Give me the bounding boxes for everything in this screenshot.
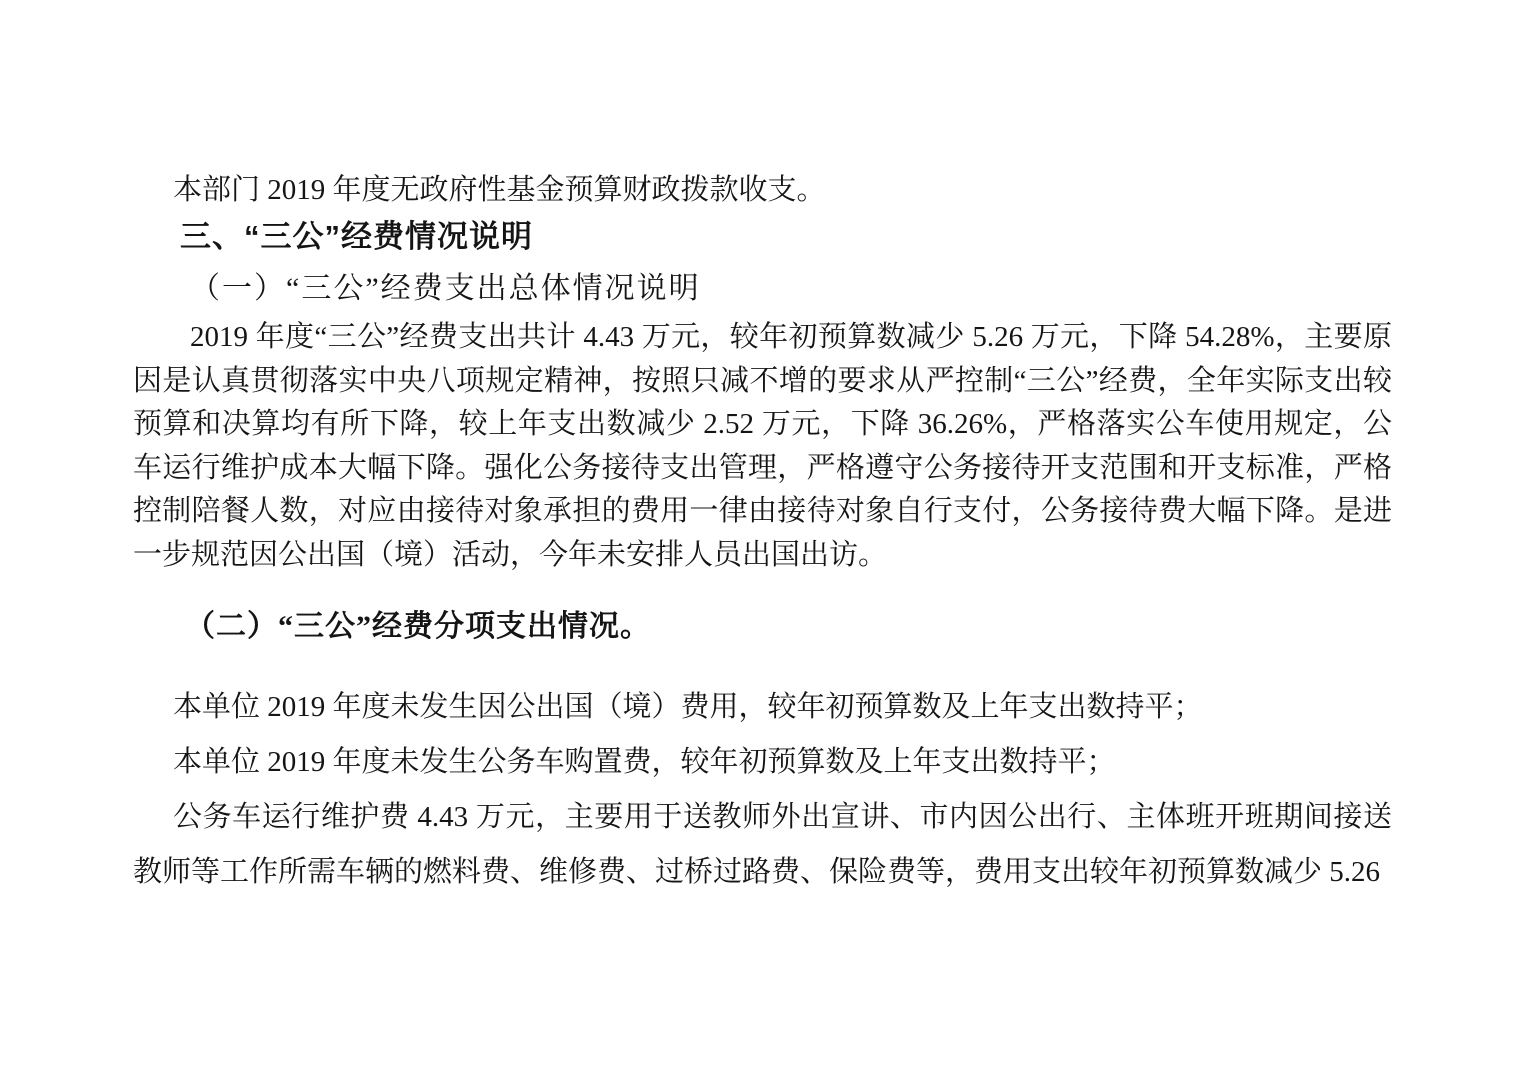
subsection-1-heading: （一）“三公”经费支出总体情况说明 xyxy=(190,272,701,305)
abroad-expense-paragraph: 本单位 2019 年度未发生因公出国（境）费用，较年初预算数及上年支出数持平； xyxy=(173,691,1203,723)
vehicle-maintenance-paragraph: 公务车运行维护费 4.43 万元，主要用于送教师外出宣讲、市内因公出行、主体班开班期间接送教师等工作所需车辆的燃料费、维修费、过桥过路费、保险费等，费用支出较年初预算数减少 5.26 xyxy=(133,801,1392,888)
section-3-heading: 三、“三公”经费情况说明 xyxy=(180,219,533,254)
subsection-2-heading: （二）“三公”经费分项支出情况。 xyxy=(185,610,651,643)
intro-paragraph: 本部门 2019 年度无政府性基金预算财政拨款收支。 xyxy=(173,174,826,206)
vehicle-purchase-paragraph: 本单位 2019 年度未发生公务车购置费，较年初预算数及上年支出数持平； xyxy=(173,746,1116,778)
overall-expense-paragraph: 2019 年度“三公”经费支出共计 4.43 万元，较年初预算数减少 5.26 万元，下降 54.28%，主要原因是认真贯彻落实中央八项规定精神，按照只减不增的要求从严控制“三公”经费，全年实际支出较预算和决算均有所下降，较上年支出数减少 2.52 万元，下降 36.26%，严格落实公车使用规定，公车运行维护成本大幅下降。强化公务接待支出管理，严格遵守公务接待开支范围和开支标准，严格控制陪餐人数，对应由接待对象承担的费用一律由接待对象自行支付，公务接待费大幅下降。是进一步规范因公出国（境）活动，今年未安排人员出国出访。 xyxy=(133,321,1392,571)
